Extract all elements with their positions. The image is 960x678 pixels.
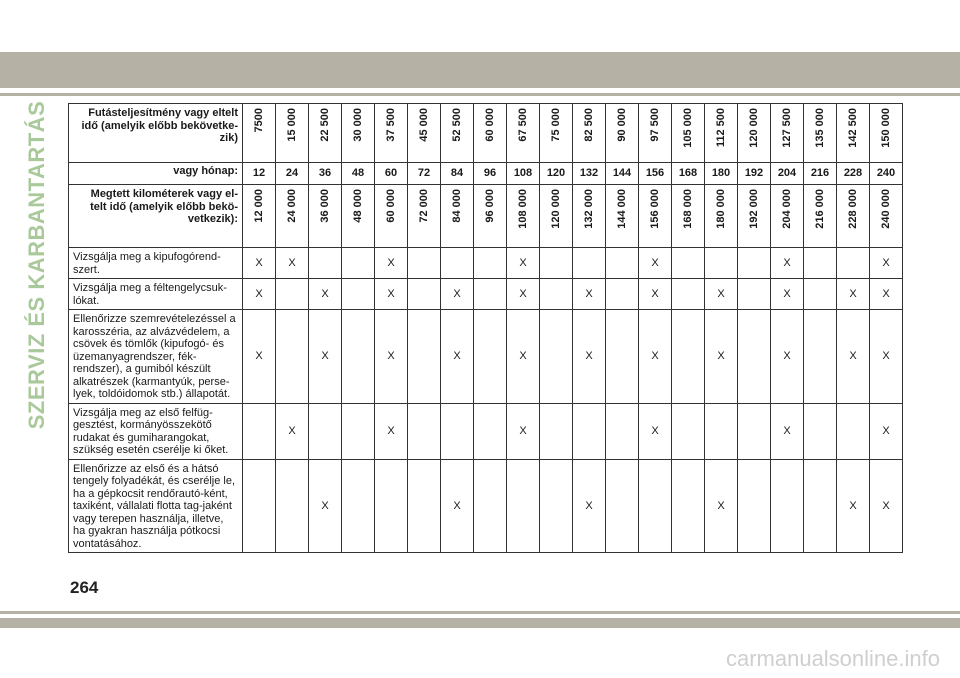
month-value: 72 (408, 163, 441, 185)
mileage-header-cell (837, 104, 870, 163)
service-mark: X (837, 459, 870, 553)
service-mark (837, 248, 870, 279)
month-value: 144 (606, 163, 639, 185)
mileage-value: 135 000 (814, 108, 826, 148)
mileage-value: 105 000 (682, 108, 694, 148)
service-mark: X (639, 310, 672, 404)
service-mark: X (705, 279, 738, 310)
km-header-cell (837, 185, 870, 248)
footer-rule (0, 611, 960, 614)
mileage-header-cell (606, 104, 639, 163)
km-header-cell (474, 185, 507, 248)
task-label: Vizsgálja meg az első felfüg-gesztést, kormányösszekötő rudakat és gumiharangokat, szükség esetén cserélje ki őket. (69, 403, 243, 459)
month-value: 60 (375, 163, 408, 185)
service-mark: X (276, 403, 309, 459)
km-value: 96 000 (484, 189, 496, 223)
km-header-cell (606, 185, 639, 248)
service-mark (243, 459, 276, 553)
mileage-value: 67 500 (517, 108, 529, 142)
service-mark (276, 310, 309, 404)
service-mark: X (243, 248, 276, 279)
service-mark (672, 248, 705, 279)
service-mark (804, 403, 837, 459)
month-value: 132 (573, 163, 606, 185)
km-value: 12 000 (253, 189, 265, 223)
page-number: 264 (70, 578, 99, 597)
service-mark: X (771, 310, 804, 404)
service-mark (342, 248, 375, 279)
service-mark (342, 310, 375, 404)
service-mark (408, 279, 441, 310)
mileage-value: 52 500 (451, 108, 463, 142)
km-header-cell (375, 185, 408, 248)
service-mark: X (309, 279, 342, 310)
service-mark (540, 310, 573, 404)
mileage-header-cell (441, 104, 474, 163)
service-mark (837, 403, 870, 459)
service-mark: X (441, 279, 474, 310)
km-header-cell (738, 185, 771, 248)
mileage-header-row (69, 104, 903, 163)
service-mark: X (705, 459, 738, 553)
mileage-value: 45 000 (418, 108, 430, 142)
month-value: 228 (837, 163, 870, 185)
km-header-row (69, 185, 903, 248)
service-mark: X (837, 310, 870, 404)
service-mark (738, 310, 771, 404)
km-header-cell (342, 185, 375, 248)
mileage-value: 127 500 (781, 108, 793, 148)
km-header-cell (276, 185, 309, 248)
mileage-header-cell (540, 104, 573, 163)
km-header-cell (540, 185, 573, 248)
header-rule (0, 93, 960, 96)
service-mark: X (639, 279, 672, 310)
mileage-header-label: Futásteljesítmény vagy eltelt idő (amelyik előbb bekövetke-zik) (69, 104, 243, 163)
km-value: 72 000 (418, 189, 430, 223)
header-band (0, 52, 960, 88)
service-mark: X (870, 403, 903, 459)
month-value: 24 (276, 163, 309, 185)
task-label: Vizsgálja meg a féltengelycsuk-lókat. (69, 279, 243, 310)
service-mark: X (243, 279, 276, 310)
month-value: 180 (705, 163, 738, 185)
service-mark: X (507, 403, 540, 459)
month-value: 36 (309, 163, 342, 185)
mileage-value: 142 500 (847, 108, 859, 148)
service-mark (375, 459, 408, 553)
table-row (69, 248, 903, 279)
service-mark (672, 403, 705, 459)
km-header-cell (573, 185, 606, 248)
section-side-title (22, 100, 52, 430)
mileage-header-cell (639, 104, 672, 163)
service-mark (474, 459, 507, 553)
service-mark (639, 459, 672, 553)
km-value: 132 000 (583, 189, 595, 229)
service-mark (309, 248, 342, 279)
service-mark: X (870, 459, 903, 553)
service-mark: X (309, 310, 342, 404)
service-mark (342, 403, 375, 459)
km-value: 156 000 (649, 189, 661, 229)
service-mark (474, 279, 507, 310)
service-mark: X (375, 310, 408, 404)
km-value: 216 000 (814, 189, 826, 229)
service-mark (309, 403, 342, 459)
service-mark (441, 248, 474, 279)
km-value: 204 000 (781, 189, 793, 229)
service-mark: X (705, 310, 738, 404)
service-mark: X (771, 248, 804, 279)
km-header-cell (639, 185, 672, 248)
service-mark (606, 248, 639, 279)
service-mark (408, 403, 441, 459)
service-mark: X (771, 403, 804, 459)
watermark-text: carmanualsonline.info (725, 646, 940, 671)
service-mark (804, 310, 837, 404)
service-mark (342, 279, 375, 310)
mileage-header-cell (573, 104, 606, 163)
service-mark (474, 310, 507, 404)
service-mark (540, 459, 573, 553)
service-mark: X (573, 459, 606, 553)
service-mark: X (507, 310, 540, 404)
service-mark (738, 248, 771, 279)
service-mark (606, 279, 639, 310)
service-mark (771, 459, 804, 553)
service-mark (540, 248, 573, 279)
service-mark (474, 248, 507, 279)
mileage-header-cell (342, 104, 375, 163)
month-value: 216 (804, 163, 837, 185)
km-value: 24 000 (286, 189, 298, 223)
service-mark: X (441, 310, 474, 404)
mileage-value: 112 500 (715, 108, 727, 148)
service-mark: X (243, 310, 276, 404)
month-value: 96 (474, 163, 507, 185)
mileage-header-cell (804, 104, 837, 163)
km-value: 120 000 (550, 189, 562, 229)
service-mark (804, 279, 837, 310)
service-mark: X (870, 310, 903, 404)
task-label: Ellenőrizze szemrevételezéssel a karosszéria, az alvázvédelem, a csövek és tömlők (kipufogó- és üzemanyagrendszer, fék-rendszer), a gumiból készült alkatrészek (karmantyúk, perse-lyek, toldóidomok stb.) állapotát. (69, 310, 243, 404)
km-header-cell (870, 185, 903, 248)
month-value: 204 (771, 163, 804, 185)
month-value: 120 (540, 163, 573, 185)
service-mark: X (639, 248, 672, 279)
service-mark: X (507, 279, 540, 310)
mileage-value: 97 500 (649, 108, 661, 142)
service-mark (408, 248, 441, 279)
km-value: 144 000 (616, 189, 628, 229)
service-mark (441, 403, 474, 459)
km-value: 36 000 (319, 189, 331, 223)
task-label: Vizsgálja meg a kipufogórend-szert. (69, 248, 243, 279)
mileage-value: 37 500 (385, 108, 397, 142)
mileage-value: 82 500 (583, 108, 595, 142)
km-header-label: Megtett kilométerek vagy el-telt idő (amelyik előbb bekö-vetkezik): (69, 185, 243, 248)
mileage-header-cell (243, 104, 276, 163)
month-value: 48 (342, 163, 375, 185)
table-row (69, 403, 903, 459)
km-header-cell (771, 185, 804, 248)
service-mark: X (771, 279, 804, 310)
service-mark: X (837, 279, 870, 310)
mileage-value: 22 500 (319, 108, 331, 142)
service-mark: X (276, 248, 309, 279)
month-value: 168 (672, 163, 705, 185)
mileage-header-cell (474, 104, 507, 163)
mileage-header-cell (738, 104, 771, 163)
service-mark (738, 279, 771, 310)
km-header-cell (243, 185, 276, 248)
maintenance-schedule-table (68, 103, 903, 553)
service-mark: X (309, 459, 342, 553)
km-header-cell (804, 185, 837, 248)
month-value: 84 (441, 163, 474, 185)
service-mark: X (375, 279, 408, 310)
table-row (69, 459, 903, 553)
mileage-value: 90 000 (616, 108, 628, 142)
service-mark (243, 403, 276, 459)
service-mark (606, 459, 639, 553)
mileage-value: 30 000 (352, 108, 364, 142)
mileage-header-cell (309, 104, 342, 163)
month-value: 192 (738, 163, 771, 185)
mileage-value: 60 000 (484, 108, 496, 142)
service-mark (540, 403, 573, 459)
service-mark: X (375, 248, 408, 279)
km-value: 192 000 (748, 189, 760, 229)
km-value: 60 000 (385, 189, 397, 223)
mileage-header-cell (672, 104, 705, 163)
service-mark (672, 310, 705, 404)
service-mark: X (573, 310, 606, 404)
km-header-cell (672, 185, 705, 248)
service-mark (507, 459, 540, 553)
mileage-header-cell (705, 104, 738, 163)
service-mark (672, 459, 705, 553)
mileage-header-cell (276, 104, 309, 163)
km-value: 84 000 (451, 189, 463, 223)
service-mark: X (507, 248, 540, 279)
service-mark (540, 279, 573, 310)
month-value: 240 (870, 163, 903, 185)
table-row (69, 279, 903, 310)
table-row (69, 310, 903, 404)
service-mark (705, 248, 738, 279)
km-header-cell (705, 185, 738, 248)
month-value: 156 (639, 163, 672, 185)
mileage-value: 120 000 (748, 108, 760, 148)
mileage-value: 150 000 (880, 108, 892, 148)
km-value: 240 000 (880, 189, 892, 229)
service-mark (408, 310, 441, 404)
service-mark: X (639, 403, 672, 459)
months-header-label: vagy hónap: (69, 163, 243, 185)
service-mark (738, 403, 771, 459)
mileage-value: 75 000 (550, 108, 562, 142)
service-mark (606, 403, 639, 459)
service-mark (804, 248, 837, 279)
km-value: 48 000 (352, 189, 364, 223)
service-mark (672, 279, 705, 310)
mileage-header-cell (408, 104, 441, 163)
service-mark (738, 459, 771, 553)
mileage-header-cell (771, 104, 804, 163)
footer-band (0, 618, 960, 628)
service-mark (573, 248, 606, 279)
service-mark: X (870, 248, 903, 279)
service-mark (408, 459, 441, 553)
mileage-header-cell (375, 104, 408, 163)
month-value: 108 (507, 163, 540, 185)
service-mark: X (573, 279, 606, 310)
service-mark: X (870, 279, 903, 310)
task-label: Ellenőrizze az első és a hátsó tengely folyadékát, és cserélje le, ha a gépkocsit rendőrautó-ként, taxiként, vállalati flotta tag-jaként vagy terepen használja, illetve, ha gyakran használja pótkocsi vontatásához. (69, 459, 243, 553)
mileage-value: 7500 (253, 108, 265, 133)
km-header-cell (507, 185, 540, 248)
km-header-cell (441, 185, 474, 248)
km-value: 108 000 (517, 189, 529, 229)
service-mark (705, 403, 738, 459)
months-row (69, 163, 903, 185)
service-mark (276, 279, 309, 310)
section-title-text: SZERVIZ ÉS KARBANTARTÁS (24, 100, 50, 430)
service-mark (342, 459, 375, 553)
service-mark (474, 403, 507, 459)
service-mark: X (375, 403, 408, 459)
km-value: 180 000 (715, 189, 727, 229)
km-header-cell (309, 185, 342, 248)
km-value: 168 000 (682, 189, 694, 229)
km-value: 228 000 (847, 189, 859, 229)
service-mark (573, 403, 606, 459)
mileage-header-cell (870, 104, 903, 163)
mileage-header-cell (507, 104, 540, 163)
service-mark (606, 310, 639, 404)
service-mark (804, 459, 837, 553)
km-header-cell (408, 185, 441, 248)
service-mark (276, 459, 309, 553)
month-value: 12 (243, 163, 276, 185)
mileage-value: 15 000 (286, 108, 298, 142)
service-mark: X (441, 459, 474, 553)
